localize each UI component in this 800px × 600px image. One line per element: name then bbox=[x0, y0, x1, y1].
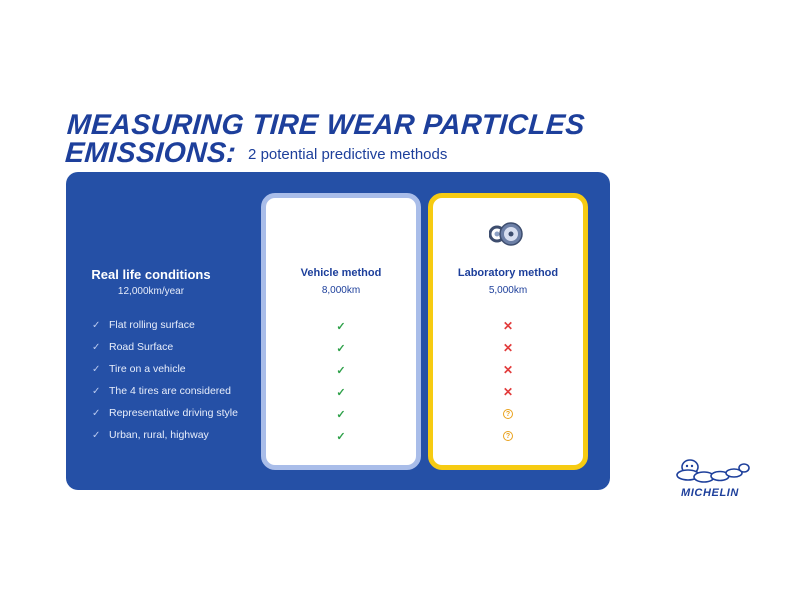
check-icon: ✓ bbox=[336, 320, 346, 333]
check-icon: ✓ bbox=[92, 341, 101, 353]
check-icon: ✓ bbox=[336, 408, 346, 421]
vehicle-method-card bbox=[261, 193, 421, 470]
title-line-1: MEASURING TIRE WEAR PARTICLES bbox=[66, 109, 586, 141]
title-line-2-text: EMISSIONS: bbox=[64, 137, 238, 169]
feature-label: Tire on a vehicle bbox=[109, 363, 186, 375]
cross-icon: ✕ bbox=[502, 319, 514, 333]
feature-label: Urban, rural, highway bbox=[109, 429, 209, 441]
check-icon: ✓ bbox=[92, 363, 101, 375]
cross-icon: ✕ bbox=[502, 341, 514, 355]
feature-item bbox=[92, 358, 238, 380]
feature-item bbox=[92, 402, 238, 424]
cross-icon: ✕ bbox=[502, 385, 514, 399]
cross-icon: ✕ bbox=[502, 363, 514, 377]
michelin-wordmark: MICHELIN bbox=[681, 487, 739, 499]
subtitle: 2 potential predictive methods bbox=[248, 146, 448, 163]
real-life-header bbox=[86, 267, 216, 297]
check-icon: ✓ bbox=[336, 386, 346, 399]
feature-item bbox=[92, 424, 238, 446]
check-icon: ✓ bbox=[336, 364, 346, 377]
vehicle-method-marks bbox=[266, 315, 416, 447]
question-mark-icon: ? bbox=[433, 403, 583, 425]
question-mark-icon: ? bbox=[433, 425, 583, 447]
check-icon: ✓ bbox=[336, 342, 346, 355]
laboratory-method-marks bbox=[433, 315, 583, 447]
page-title bbox=[64, 111, 586, 172]
laboratory-method-title: Laboratory method bbox=[457, 267, 559, 279]
four-cars-icon bbox=[0, 0, 800, 40]
feature-list bbox=[92, 314, 238, 446]
check-icon: ✓ bbox=[336, 430, 346, 443]
feature-item bbox=[92, 380, 238, 402]
feature-label: Road Surface bbox=[109, 341, 174, 353]
feature-item bbox=[92, 336, 238, 358]
feature-item bbox=[92, 314, 238, 336]
feature-label: Flat rolling surface bbox=[109, 319, 195, 331]
title-line-2 bbox=[64, 139, 584, 172]
feature-label: The 4 tires are considered bbox=[109, 385, 231, 397]
feature-label: Representative driving style bbox=[109, 407, 238, 419]
real-life-subtext: 12,000km/year bbox=[117, 286, 185, 297]
michelin-bibendum-logo bbox=[664, 457, 756, 487]
check-icon: ✓ bbox=[92, 407, 101, 419]
check-icon: ✓ bbox=[92, 385, 101, 397]
tire-drum-icon bbox=[489, 220, 523, 248]
check-icon: ✓ bbox=[92, 429, 101, 441]
check-icon: ✓ bbox=[92, 319, 101, 331]
laboratory-method-distance: 5,000km bbox=[488, 285, 528, 296]
vehicle-method-title: Vehicle method bbox=[300, 267, 382, 279]
vehicle-method-distance: 8,000km bbox=[321, 285, 361, 296]
real-life-heading: Real life conditions bbox=[91, 267, 211, 282]
